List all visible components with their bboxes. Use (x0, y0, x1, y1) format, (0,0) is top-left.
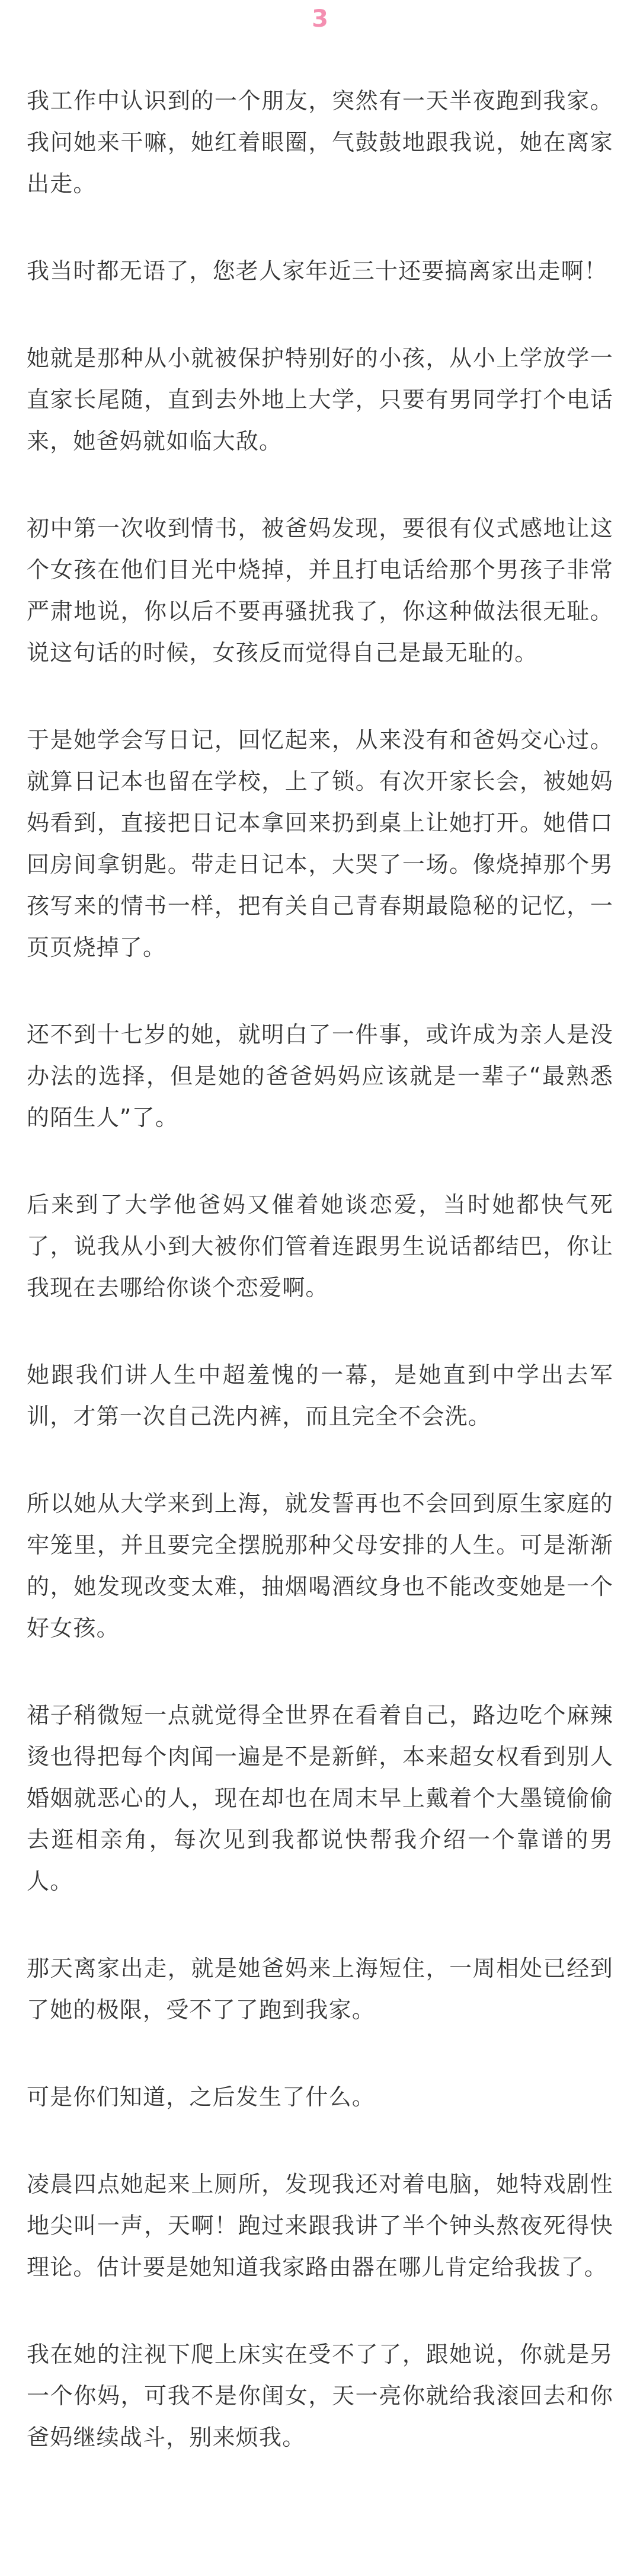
paragraph-5: 于是她学会写日记，回忆起来，从来没有和爸妈交心过。就算日记本也留在学校，上了锁。有次开家长会，被她妈妈看到，直接把日记本拿回来扔到桌上让她打开。她借口回房间拿钥匙。带走日记本，大哭了一场。像烧掉那个男孩写来的情书一样，把有关自己青春期最隐秘的记忆，一页页烧掉了。 (27, 727, 613, 960)
paragraph-10: 裙子稍微短一点就觉得全世界在看着自己，路边吃个麻辣烫也得把每个肉闻一遍是不是新鲜，本来超女权看到别人婚姻就恶心的人，现在却也在周末早上戴着个大墨镜偷偷去逛相亲角，每次见到我都说快帮我介绍一个靠谱的男人。 (27, 1702, 613, 1894)
paragraph-1: 我工作中认识到的一个朋友，突然有一天半夜跑到我家。我问她来干嘛，她红着眼圈，气鼓鼓地跟我说，她在离家出走。 (27, 88, 613, 197)
paragraph-13: 凌晨四点她起来上厕所，发现我还对着电脑，她特戏剧性地尖叫一声，天啊！跑过来跟我讲了半个钟头熬夜死得快理论。估计要是她知道我家路由器在哪儿肯定给我拔了。 (27, 2171, 613, 2280)
page-number: 3 (312, 5, 328, 33)
paragraph-6: 还不到十七岁的她，就明白了一件事，或许成为亲人是没办法的选择，但是她的爸爸妈妈应该就是一辈子“最熟悉的陌生人”了。 (27, 1022, 613, 1131)
article-body (27, 80, 613, 2504)
paragraph-2: 我当时都无语了，您老人家年近三十还要搞离家出走啊！ (27, 258, 608, 284)
paragraph-7: 后来到了大学他爸妈又催着她谈恋爱，当时她都快气死了，说我从小到大被你们管着连跟男生说话都结巴，你让我现在去哪给你谈个恋爱啊。 (27, 1192, 613, 1301)
paragraph-4: 初中第一次收到情书，被爸妈发现，要很有仪式感地让这个女孩在他们目光中烧掉，并且打电话给那个男孩子非常严肃地说，你以后不要再骚扰我了，你这种做法很无耻。说这句话的时候，女孩反而觉得自己是最无耻的。 (27, 515, 613, 666)
paragraph-8: 她跟我们讲人生中超羞愧的一幕，是她直到中学出去军训，才第一次自己洗内裤，而且完全不会洗。 (27, 1362, 613, 1429)
paragraph-11: 那天离家出走，就是她爸妈来上海短住，一周相处已经到了她的极限，受不了了跑到我家。 (27, 1955, 613, 2023)
paragraph-9: 所以她从大学来到上海，就发誓再也不会回到原生家庭的牢笼里，并且要完全摆脱那种父母安排的人生。可是渐渐的，她发现改变太难，抽烟喝酒纹身也不能改变她是一个好女孩。 (27, 1490, 613, 1641)
paragraph-12: 可是你们知道，之后发生了什么。 (27, 2084, 376, 2110)
paragraph-3: 她就是那种从小就被保护特别好的小孩，从小上学放学一直家长尾随，直到去外地上大学，只要有男同学打个电话来，她爸妈就如临大敌。 (27, 345, 613, 454)
paragraph-14: 我在她的注视下爬上床实在受不了了，跟她说，你就是另一个你妈，可我不是你闺女，天一亮你就给我滚回去和你爸妈继续战斗，别来烦我。 (27, 2341, 613, 2450)
